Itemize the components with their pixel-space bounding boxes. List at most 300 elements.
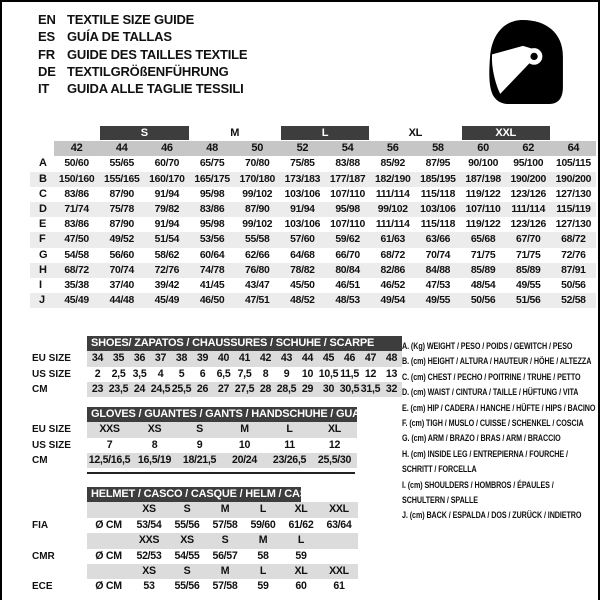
guide-title: TEXTILE SIZE GUIDE (67, 12, 195, 28)
shoes-size-cell: 11,5 (340, 367, 359, 380)
measurement-row-label: E (39, 218, 47, 231)
size-value-cell: 46/52 (380, 279, 405, 291)
helmet-standard-label: CMR (32, 550, 55, 562)
shoes-size-cell: 28 (255, 382, 276, 397)
diameter-unit-label: Ø CM (95, 518, 122, 531)
helmet-size-cell: 59/60 (250, 518, 276, 531)
size-value-cell: 82/86 (370, 263, 415, 278)
size-value-cell: 99/102 (370, 202, 415, 217)
gloves-size-cell: 12,5/16,5 (87, 453, 132, 468)
eu-size-header: 56 (370, 141, 415, 156)
helmet-size-cell: 58 (257, 549, 269, 562)
size-value-cell: 67/70 (506, 232, 551, 247)
helmet-size-cell: 55/56 (174, 518, 200, 531)
shoes-size-cell: 48 (381, 351, 402, 366)
gloves-size-cell: XL (312, 422, 357, 437)
language-title-row (38, 28, 247, 45)
gloves-size-cell: 25,5/30 (312, 453, 357, 468)
size-value-cell: 107/110 (461, 202, 506, 217)
helmet-standard-label: ECE (32, 581, 53, 593)
eu-size-header: 48 (190, 141, 235, 156)
eu-size-header: 62 (506, 141, 551, 156)
size-value-cell: 80/84 (325, 263, 370, 278)
helmet-size-header: M (206, 502, 244, 517)
racing-helmet-icon (486, 18, 566, 106)
shoes-size-cell: 30,5 (339, 382, 360, 397)
size-value-cell: 83/86 (64, 219, 89, 231)
helmet-size-header: S (168, 502, 206, 517)
language-title-list (38, 11, 247, 97)
language-title-row (38, 63, 247, 80)
size-value-cell: 49/55 (415, 293, 460, 308)
size-value-cell: 119/122 (465, 219, 501, 231)
shoes-size-cell: 5 (178, 367, 185, 380)
shoes-size-table (30, 336, 402, 397)
legend-item: B. (cm) HEIGHT / ALTURA / HAUTEUR / HÖHE / ALTEZZA (402, 356, 592, 367)
size-value-cell: 111/114 (506, 202, 551, 217)
shoes-size-cell: 32 (381, 382, 402, 397)
measurement-row-label: A (39, 157, 47, 170)
size-value-cell: 60/64 (199, 249, 225, 261)
legend-item: F. (cm) TIGH / MUSLO / CUISSE / SCHENKEL / COSCIA (402, 418, 584, 429)
size-value-cell: 51/56 (506, 293, 551, 308)
helmet-size-header: L (244, 564, 282, 579)
helmet-size-header: XS (168, 533, 206, 548)
size-value-cell: 111/114 (375, 219, 410, 231)
size-value-cell: 105/115 (555, 158, 591, 170)
size-value-cell: 64/68 (290, 249, 315, 261)
shoes-row-label: EU SIZE (32, 353, 71, 365)
size-value-cell: 75/78 (99, 202, 144, 217)
size-value-cell: 115/118 (420, 188, 456, 200)
size-value-cell: 85/92 (380, 158, 405, 170)
gloves-size-cell: M (222, 422, 267, 437)
size-value-cell: 95/98 (199, 188, 225, 200)
shoes-size-cell: 35 (108, 351, 129, 366)
eu-size-header: 52 (280, 141, 325, 156)
shoes-size-cell: 6 (199, 367, 206, 380)
helmet-title-wrap (87, 487, 358, 502)
size-group-header: XL (408, 127, 423, 139)
shoes-size-cell: 2 (94, 367, 101, 380)
shoes-size-cell: 36 (129, 351, 150, 366)
size-value-cell: 55/65 (109, 158, 134, 170)
eu-size-header: 64 (551, 141, 596, 156)
guide-title: TEXTILGRÖßENFÜHRUNG (67, 64, 229, 80)
size-value-cell: 48/53 (325, 293, 370, 308)
helmet-size-cell: 53 (143, 580, 155, 593)
size-value-cell: 127/130 (555, 188, 592, 200)
helmet-size-cell: 60 (295, 580, 307, 593)
size-value-cell: 115/118 (420, 219, 456, 231)
size-value-cell: 47/53 (425, 279, 451, 291)
size-value-cell: 107/110 (330, 219, 366, 231)
gloves-row-label: EU SIZE (32, 424, 71, 436)
shoes-row-label: US SIZE (32, 368, 71, 380)
helmet-size-header: S (168, 564, 206, 579)
size-value-cell: 45/49 (54, 293, 99, 308)
shoes-size-cell: 31,5 (360, 382, 381, 397)
shoes-size-cell: 4 (157, 367, 164, 380)
size-value-cell: 103/106 (284, 188, 321, 200)
helmet-size-row-spacer (87, 564, 130, 579)
guide-title: GUIDA ALLE TAGLIE TESSILI (67, 81, 244, 97)
size-value-cell: 87/90 (109, 219, 134, 231)
size-value-cell: 66/70 (335, 249, 360, 261)
size-value-cell: 65/75 (199, 158, 225, 170)
size-value-cell: 59/62 (325, 232, 370, 247)
size-value-cell: 68/72 (380, 249, 405, 261)
shoes-row-label: CM (32, 383, 48, 395)
helmet-size-row-spacer (87, 502, 130, 517)
size-value-cell: 190/200 (506, 172, 551, 187)
gloves-helmet-divider (87, 472, 355, 474)
legend-item: E. (cm) HIP / CADERA / HANCHE / HÜFTE / HIPS / BACINO (402, 402, 596, 413)
helmet-size-header: XS (130, 502, 168, 517)
size-value-cell: 87/95 (425, 158, 451, 170)
gloves-size-table (30, 407, 377, 468)
size-value-cell: 50/56 (461, 293, 506, 308)
language-title-row (38, 80, 247, 97)
shoes-size-cell: 43 (276, 351, 297, 366)
shoes-size-cell: 9 (283, 367, 290, 380)
gloves-size-cell: 20/24 (222, 453, 267, 468)
size-value-cell: 49/55 (515, 279, 541, 291)
shoes-size-cell: 3,5 (132, 367, 147, 380)
size-value-cell: 103/106 (284, 219, 321, 231)
legend-item: G. (cm) ARM / BRAZO / BRAS / ARM / BRACCIO (402, 433, 561, 444)
helmet-size-header: XXL (320, 564, 358, 579)
size-group-header: M (230, 127, 240, 139)
shoes-size-cell: 26 (192, 382, 213, 397)
size-value-cell: 55/58 (235, 232, 280, 247)
size-value-cell: 103/106 (415, 202, 460, 217)
helmet-size-cell: 61 (333, 580, 345, 593)
helmet-size-header: L (282, 533, 320, 548)
guide-title: GUIDE DES TAILLES TEXTILE (67, 46, 248, 62)
eu-size-header: 50 (235, 141, 280, 156)
size-value-cell: 71/75 (470, 249, 496, 261)
gloves-size-cell: 8 (151, 438, 158, 451)
helmet-size-cell (320, 549, 358, 564)
size-value-cell: 123/126 (510, 219, 546, 231)
shoes-size-cell: 10 (301, 367, 314, 380)
size-value-cell: 49/54 (370, 293, 415, 308)
size-value-cell: 83/88 (335, 158, 360, 170)
legend-item: C. (cm) CHEST / PECHO / POITRINE / TRUHE / PETTO (402, 371, 581, 382)
size-value-cell: 70/74 (99, 263, 144, 278)
size-value-cell: 72/76 (144, 263, 189, 278)
language-code: FR (38, 46, 55, 62)
shoes-size-cell: 29 (297, 382, 318, 397)
measurement-row-label: B (30, 172, 54, 187)
shoes-size-cell: 27,5 (234, 382, 255, 397)
gloves-row-label: CM (32, 454, 48, 466)
size-value-cell: 45/50 (290, 279, 315, 291)
helmet-size-cell: 57/58 (212, 580, 238, 593)
helmet-size-table (30, 487, 358, 595)
gloves-size-cell: 9 (196, 438, 203, 451)
size-value-cell: 48/54 (470, 279, 496, 291)
size-value-cell: 49/52 (99, 232, 144, 247)
size-value-cell: 83/86 (64, 188, 89, 200)
eu-size-header: 44 (99, 141, 144, 156)
size-value-cell: 50/56 (561, 279, 586, 291)
size-value-cell: 173/183 (280, 172, 325, 187)
size-value-cell: 83/86 (190, 202, 235, 217)
size-value-cell: 185/195 (415, 172, 460, 187)
row-label-spacer (30, 141, 54, 156)
size-value-cell: 127/130 (555, 219, 592, 231)
gloves-size-cell: XS (132, 422, 177, 437)
measurement-row-label: D (30, 202, 54, 217)
shoes-size-cell: 24 (129, 382, 150, 397)
size-value-cell: 58/62 (154, 249, 180, 261)
size-value-cell: 53/56 (190, 232, 235, 247)
size-value-cell: 99/102 (242, 188, 273, 200)
size-value-cell: 47/50 (54, 232, 99, 247)
size-value-cell: 76/80 (235, 263, 280, 278)
size-value-cell: 60/70 (154, 158, 180, 170)
size-value-cell: 95/100 (513, 158, 544, 170)
gloves-table-title: GLOVES / GUANTES / GANTS / HANDSCHUHE / GUANTI (87, 407, 357, 422)
helmet-size-header: M (244, 533, 282, 548)
shoes-table-title: SHOES/ ZAPATOS / CHAUSSURES / SCHUHE / SCARPE (87, 336, 402, 351)
size-value-cell: 35/38 (64, 279, 89, 291)
measurement-row-label: H (30, 263, 54, 278)
gloves-size-cell: 12 (328, 438, 341, 451)
measurement-legend (402, 339, 597, 524)
size-group-header (552, 126, 595, 140)
shoes-size-cell: 30 (318, 382, 339, 397)
gloves-size-cell: 23/26,5 (267, 453, 312, 468)
shoes-size-cell: 2,5 (111, 367, 126, 380)
measurement-row-label: F (30, 232, 54, 247)
eu-size-header: 46 (144, 141, 189, 156)
size-value-cell: 48/52 (280, 293, 325, 308)
helmet-size-header: XXL (320, 502, 358, 517)
diameter-unit-label: Ø CM (95, 549, 122, 562)
size-value-cell: 61/63 (370, 232, 415, 247)
language-code: ES (38, 29, 55, 45)
shoes-size-cell: 25,5 (171, 382, 192, 397)
size-value-cell: 177/187 (325, 172, 370, 187)
size-value-cell: 182/190 (370, 172, 415, 187)
size-value-cell: 150/160 (54, 172, 99, 187)
helmet-size-header: XS (130, 564, 168, 579)
size-value-cell: 95/98 (325, 202, 370, 217)
size-value-cell: 87/90 (235, 202, 280, 217)
helmet-size-header: XL (282, 502, 320, 517)
helmet-standard-label: FIA (32, 519, 49, 531)
eu-size-header: 42 (54, 141, 99, 156)
eu-size-header: 54 (325, 141, 370, 156)
gloves-size-cell: 7 (106, 438, 113, 451)
shoes-size-cell: 47 (360, 351, 381, 366)
size-value-cell: 70/80 (244, 158, 270, 170)
shoes-size-cell: 28,5 (276, 382, 297, 397)
size-value-cell: 187/198 (461, 172, 506, 187)
size-group-header: L (281, 126, 369, 140)
size-value-cell: 84/88 (415, 263, 460, 278)
shoes-size-cell: 40 (213, 351, 234, 366)
size-value-cell: 85/89 (461, 263, 506, 278)
size-value-cell: 51/54 (144, 232, 189, 247)
shoes-size-cell: 12 (364, 367, 377, 380)
gloves-size-cell: 11 (284, 438, 295, 451)
size-value-cell: 71/74 (54, 202, 99, 217)
size-value-cell: 56/60 (109, 249, 134, 261)
shoes-size-cell: 7,5 (237, 367, 252, 380)
size-value-cell: 123/126 (510, 188, 546, 200)
size-value-cell: 87/91 (551, 263, 596, 278)
helmet-size-header: S (206, 533, 244, 548)
size-value-cell: 79/82 (144, 202, 189, 217)
size-group-header: S (100, 126, 188, 140)
size-value-cell: 91/94 (280, 202, 325, 217)
shoes-size-cell: 42 (255, 351, 276, 366)
shoes-size-cell: 41 (234, 351, 255, 366)
shoes-size-cell: 6,5 (216, 367, 231, 380)
legend-item: D. (cm) WAIST / CINTURA / TAILLE / HÜFTUNG / VITA (402, 387, 579, 398)
size-value-cell: 54/58 (64, 249, 89, 261)
language-title-row (38, 11, 247, 28)
helmet-size-header: XXS (130, 533, 168, 548)
legend-item: H. (cm) INSIDE LEG / ENTREPIERNA / FOURCHE / SCHRITT / FORCELLA (402, 448, 568, 475)
shoes-size-cell: 44 (297, 351, 318, 366)
gloves-size-cell: 18/21,5 (177, 453, 222, 468)
size-value-cell: 70/74 (425, 249, 451, 261)
shoes-size-cell: 24,5 (150, 382, 171, 397)
gloves-size-cell: L (267, 422, 312, 437)
shoes-size-cell: 34 (87, 351, 108, 366)
size-value-cell: 68/72 (54, 263, 99, 278)
size-value-cell: 87/90 (109, 188, 134, 200)
size-value-cell: 45/49 (144, 293, 189, 308)
size-value-cell: 155/165 (99, 172, 144, 187)
textile-size-table (30, 126, 596, 308)
shoes-size-cell: 8 (262, 367, 269, 380)
size-value-cell: 68/72 (551, 232, 596, 247)
gloves-size-cell: 10 (238, 438, 251, 451)
size-value-cell: 75/85 (290, 158, 315, 170)
size-value-cell: 46/50 (190, 293, 235, 308)
size-value-cell: 91/94 (154, 188, 180, 200)
helmet-size-header: XL (282, 564, 320, 579)
size-value-cell: 37/40 (109, 279, 134, 291)
shoes-size-cell: 39 (192, 351, 213, 366)
measurement-row-label: C (39, 187, 47, 200)
guide-title: GUÍA DE TALLAS (67, 29, 172, 45)
size-group-header (31, 126, 98, 140)
size-value-cell: 43/47 (244, 279, 270, 291)
eu-size-header: 60 (461, 141, 506, 156)
size-value-cell: 85/89 (506, 263, 551, 278)
language-code: EN (38, 12, 56, 28)
size-value-cell: 165/175 (190, 172, 235, 187)
size-value-cell: 65/68 (461, 232, 506, 247)
helmet-size-cell: 63/64 (326, 518, 352, 531)
helmet-size-cell: 57/58 (212, 518, 238, 531)
size-value-cell: 95/98 (199, 219, 225, 231)
helmet-size-cell: 54/55 (174, 549, 200, 562)
size-value-cell: 44/48 (99, 293, 144, 308)
size-value-cell: 170/180 (235, 172, 280, 187)
helmet-size-cell: 52/53 (136, 549, 162, 562)
size-group-header: XXL (462, 126, 550, 140)
measurement-row-label: G (39, 248, 48, 261)
size-value-cell: 47/51 (235, 293, 280, 308)
legend-item: I. (cm) SHOULDERS / HOMBROS / ÉPAULES / SCHULTERN / SPALLE (402, 479, 554, 506)
size-value-cell: 74/78 (190, 263, 235, 278)
size-value-cell: 39/42 (154, 279, 180, 291)
size-value-cell: 111/114 (375, 188, 410, 200)
eu-size-header: 58 (415, 141, 460, 156)
helmet-size-header: L (244, 502, 282, 517)
size-value-cell: 78/82 (280, 263, 325, 278)
helmet-size-header (320, 533, 358, 548)
shoes-size-cell: 37 (150, 351, 171, 366)
legend-item: J. (cm) BACK / ESPALDA / DOS / ZURÜCK / INDIETRO (402, 510, 582, 521)
helmet-size-cell: 53/54 (136, 518, 162, 531)
language-code: IT (38, 81, 50, 97)
measurement-row-label: I (39, 278, 42, 291)
size-value-cell: 99/102 (242, 219, 273, 231)
size-value-cell: 63/66 (415, 232, 460, 247)
size-value-cell: 90/100 (468, 158, 499, 170)
language-code: DE (38, 64, 56, 80)
shoes-size-cell: 13 (385, 367, 398, 380)
helmet-size-cell: 59 (295, 549, 307, 562)
shoes-size-cell: 45 (318, 351, 339, 366)
size-value-cell: 52/58 (551, 293, 596, 308)
helmet-size-cell: 55/56 (174, 580, 200, 593)
shoes-size-cell: 23 (87, 382, 108, 397)
helmet-size-header: M (206, 564, 244, 579)
measurement-row-label: J (30, 293, 54, 308)
size-value-cell: 190/200 (551, 172, 596, 187)
size-value-cell: 72/76 (561, 249, 586, 261)
size-value-cell: 57/60 (280, 232, 325, 247)
gloves-size-cell: XXS (87, 422, 132, 437)
helmet-size-cell: 59 (257, 580, 269, 593)
size-value-cell: 50/60 (64, 158, 89, 170)
shoes-size-cell: 23,5 (108, 382, 129, 397)
size-value-cell: 46/51 (335, 279, 360, 291)
helmet-table-title: HELMET / CASCO / CASQUE / HELM / CASCO (87, 487, 301, 502)
helmet-size-cell: 56/57 (212, 549, 238, 562)
size-value-cell: 119/122 (465, 188, 501, 200)
legend-item: A. (Kg) WEIGHT / PESO / POIDS / GEWITCH / PESO (402, 341, 573, 351)
gloves-size-cell: 16,5/19 (132, 453, 177, 468)
helmet-size-cell: 61/62 (288, 518, 314, 531)
helmet-size-row-spacer (87, 533, 130, 548)
size-value-cell: 160/170 (144, 172, 189, 187)
size-value-cell: 41/45 (199, 279, 225, 291)
shoes-size-cell: 46 (339, 351, 360, 366)
size-value-cell: 91/94 (154, 219, 180, 231)
diameter-unit-label: Ø CM (95, 580, 122, 593)
gloves-size-cell: S (177, 422, 222, 437)
shoes-size-cell: 38 (171, 351, 192, 366)
language-title-row (38, 46, 247, 63)
size-value-cell: 107/110 (330, 188, 366, 200)
gloves-row-label: US SIZE (32, 439, 71, 451)
shoes-size-cell: 10,5 (318, 367, 339, 380)
size-value-cell: 62/66 (244, 249, 270, 261)
shoes-size-cell: 27 (213, 382, 234, 397)
size-value-cell: 71/75 (515, 249, 541, 261)
